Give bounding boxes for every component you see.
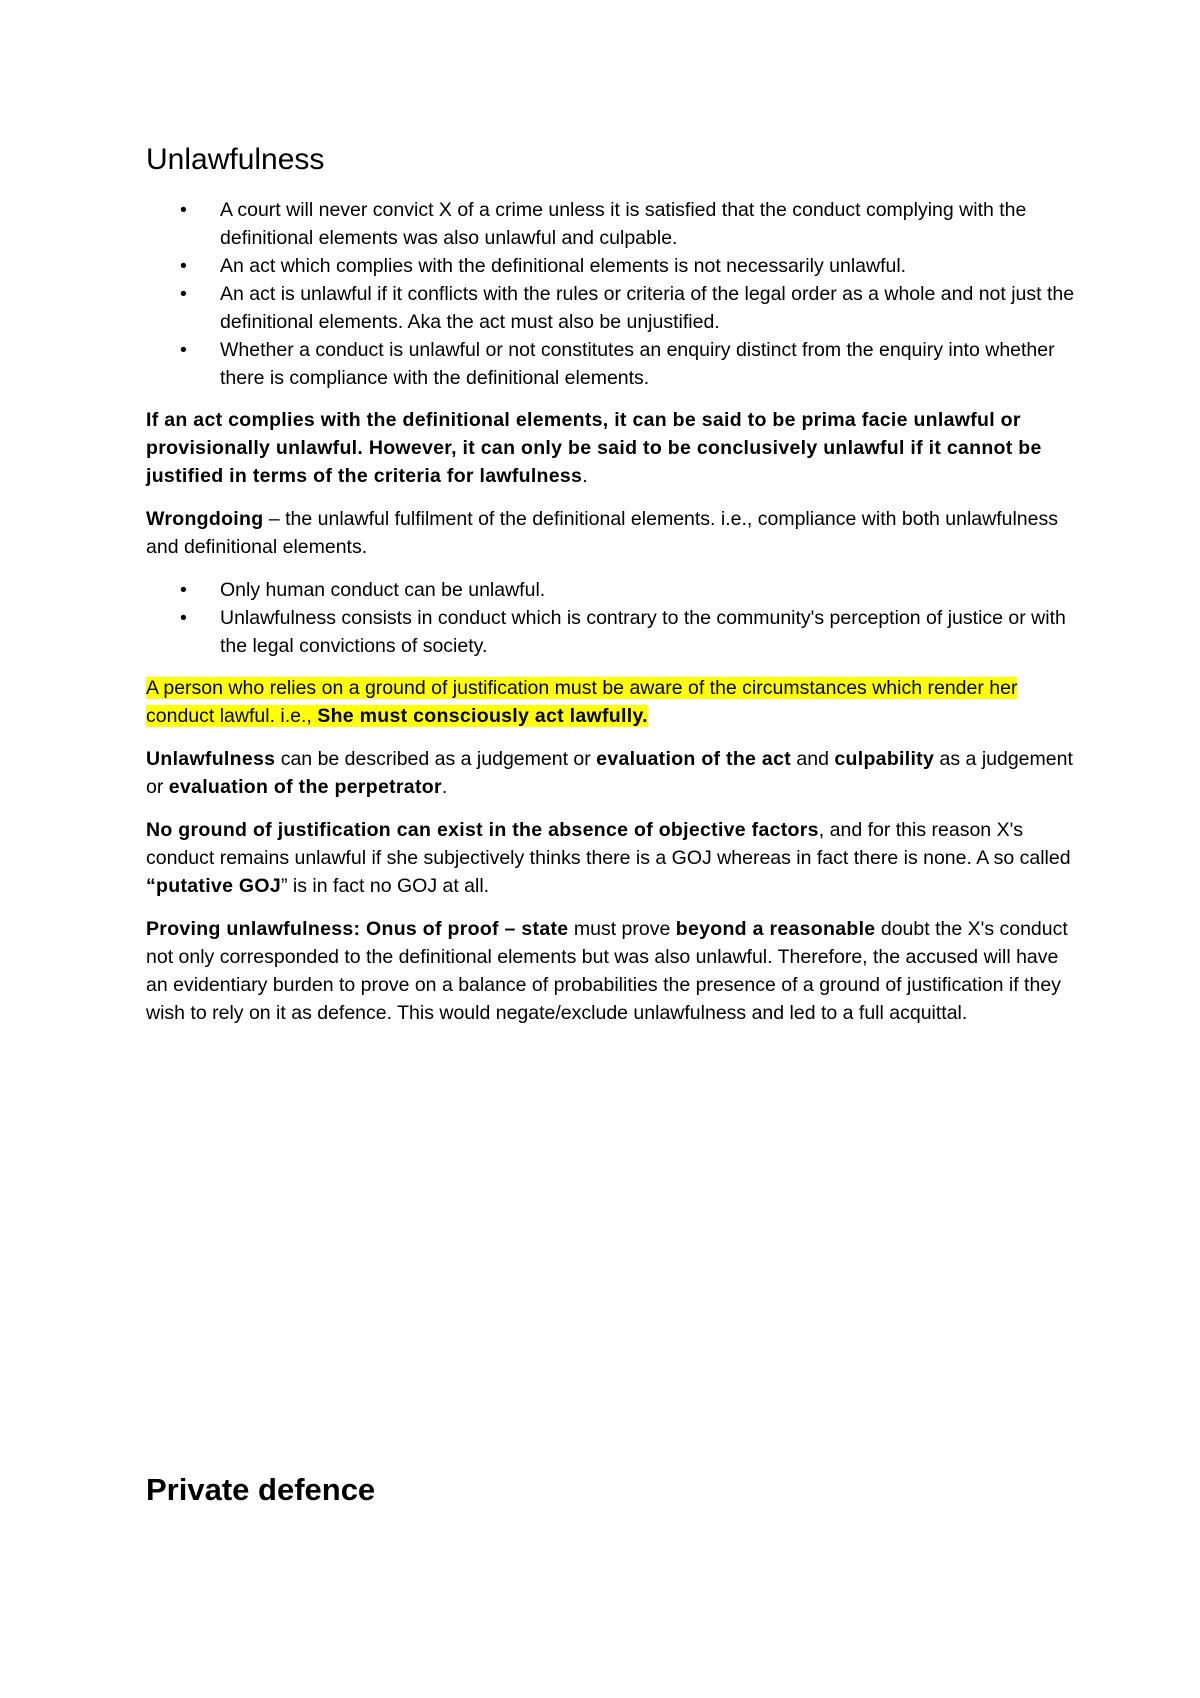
- bullet-list: [146, 196, 1076, 392]
- proving-t2: doubt the X's conduct not only corresponded to the definitional elements but was also unlawful. Therefore, the accused will have an evidentiary burden to prove on a balance of probabilities the presence of a ground of justification if they wish to rely on it as defence. This would negate/exclude unlawfulness and led to a full acquittal.: [146, 918, 1068, 1024]
- list-item: • An act is unlawful if it conflicts with the rules or criteria of the legal order as a whole and not just the definitional elements. Aka the act must also be unjustified.: [146, 280, 1076, 336]
- description-t1: Unlawfulness: [146, 748, 276, 770]
- document-content: [146, 140, 1076, 1042]
- prima-facie-bold: If an act complies with the definitional elements, it can be said to be prima facie unlawful or provisionally unlawful. However, it can only be said to be conclusively unlawful if it cannot be justified in terms of the criteria for lawfulness: [146, 409, 1042, 487]
- list-item: • Only human conduct can be unlawful.: [146, 576, 1076, 604]
- wrongdoing-paragraph: [146, 505, 1076, 561]
- description-t4: and: [791, 748, 835, 770]
- list-item: • An act which complies with the definitional elements is not necessarily unlawful.: [146, 252, 1076, 280]
- wrongdoing-term: Wrongdoing: [146, 508, 264, 530]
- description-t5: culpability: [834, 748, 935, 770]
- list-item: • Whether a conduct is unlawful or not constitutes an enquiry distinct from the enquiry into whether there is compliance with the definitional elements.: [146, 336, 1076, 392]
- no-ground-paragraph: [146, 816, 1076, 900]
- proving-b2: beyond a reasonable: [675, 918, 876, 940]
- no-ground-quoted: “putative GOJ: [146, 875, 282, 897]
- description-t6: as a judgement or: [146, 748, 1073, 798]
- description-t8: .: [441, 776, 448, 798]
- section-title-private-defence: Private defence: [146, 1472, 376, 1507]
- section-title-unlawfulness: Unlawfulness: [146, 143, 325, 176]
- no-ground-end: ” is in fact no GOJ at all.: [281, 875, 490, 897]
- wrongdoing-text: – the unlawful fulfilment of the definitional elements. i.e., compliance with both unlawfulness and definitional elements.: [146, 508, 1058, 558]
- highlighted-paragraph: [146, 674, 1076, 730]
- description-paragraph: [146, 745, 1076, 801]
- proving-b1: Proving unlawfulness: Onus of proof – state: [146, 918, 569, 940]
- prima-facie-paragraph: [146, 406, 1076, 490]
- description-t2: can be described as a judgement or: [275, 748, 597, 770]
- proving-t1: must prove: [568, 918, 676, 940]
- proving-paragraph: [146, 915, 1076, 1027]
- list-item: • A court will never convict X of a crime unless it is satisfied that the conduct complying with the definitional elements was also unlawful and culpable.: [146, 196, 1076, 252]
- no-ground-text: , and for this reason X's conduct remains unlawful if she subjectively thinks there is a GOJ whereas in fact there is none. A so called: [146, 819, 1071, 869]
- list-item: • Unlawfulness consists in conduct which is contrary to the community's perception of justice or with the legal convictions of society.: [146, 604, 1076, 660]
- description-t3: evaluation of the act: [596, 748, 792, 770]
- highlight-text: A person who relies on a ground of justification must be aware of the circumstances which render her conduct lawful. i.e.,: [146, 677, 1018, 727]
- description-t7: evaluation of the perpetrator: [168, 776, 442, 798]
- no-ground-bold: No ground of justification can exist in the absence of objective factors: [146, 819, 819, 841]
- bullet-list-2: [146, 576, 1076, 660]
- prima-facie-end: .: [582, 465, 588, 487]
- highlight-bold: She must consciously act lawfully.: [317, 705, 648, 727]
